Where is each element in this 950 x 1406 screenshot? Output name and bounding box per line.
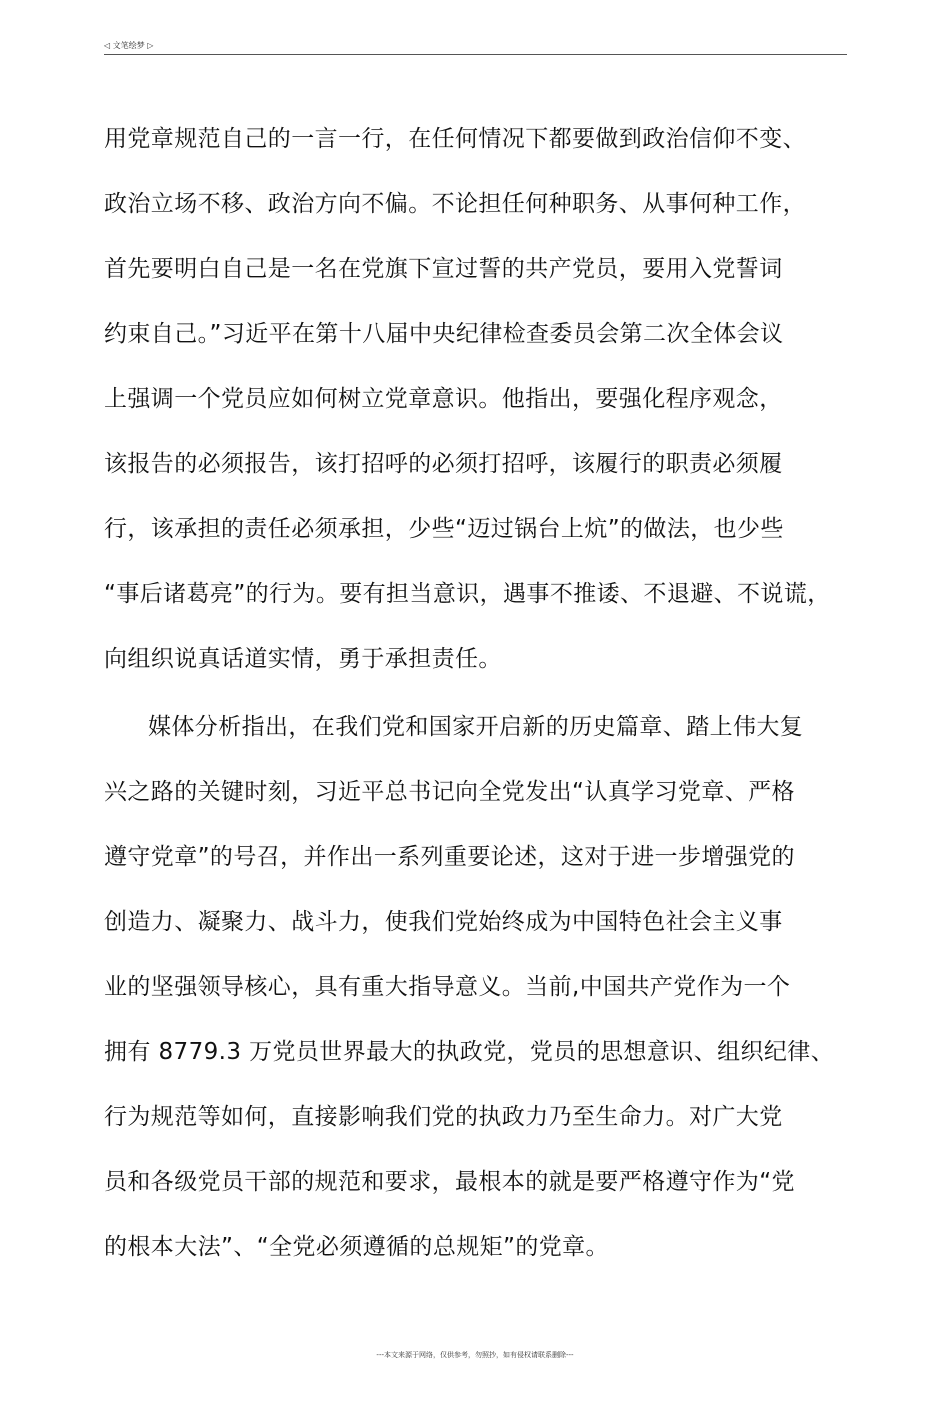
paragraph-line: 上强调一个党员应如何树立党章意识。他指出，要强化程序观念， (104, 386, 783, 412)
paragraph-line: 向组织说真话道实情，勇于承担责任。 (104, 646, 502, 672)
paragraph-line: 媒体分析指出，在我们党和国家开启新的历史篇章、踏上伟大复 (148, 714, 804, 740)
header-text: ◁ 文笔绘梦 ▷ (104, 41, 154, 50)
paragraph-line: 该报告的必须报告，该打招呼的必须打招呼，该履行的职责必须履 (104, 451, 783, 477)
paragraph-line: 行为规范等如何，直接影响我们党的执政力乃至生命力。对广大党 (104, 1104, 783, 1130)
paragraph-line: 首先要明白自己是一名在党旗下宣过誓的共产党员，要用入党誓词 (104, 256, 783, 282)
paragraph-line: 创造力、凝聚力、战斗力，使我们党始终成为中国特色社会主义事 (104, 909, 783, 935)
paragraph-line: 的根本大法”、“全党必须遵循的总规矩”的党章。 (104, 1234, 609, 1260)
paragraph-line: 兴之路的关键时刻，习近平总书记向全党发出“认真学习党章、严格 (104, 779, 795, 805)
paragraph-line: 员和各级党员干部的规范和要求，最根本的就是要严格遵守作为“党 (104, 1169, 795, 1195)
paragraph-line: 政治立场不移、政治方向不偏。不论担任何种职务、从事何种工作， (104, 191, 806, 217)
document-body (104, 107, 874, 1280)
paragraph-line: 业的坚强领导核心，具有重大指导意义。当前,中国共产党作为一个 (104, 974, 791, 1000)
paragraph-line: 行，该承担的责任必须承担，少些“迈过锅台上炕”的做法，也少些 (104, 516, 784, 542)
paragraph-line: 用党章规范自己的一言一行，在任何情况下都要做到政治信仰不变、 (104, 126, 806, 152)
paragraph-line: “事后诸葛亮”的行为。要有担当意识，遇事不推诿、不退避、不说谎， (104, 581, 831, 607)
paragraph-2 (104, 695, 874, 1280)
paragraph-1 (104, 107, 874, 692)
page-header (104, 40, 847, 55)
paragraph-line: 约束自己。”习近平在第十八届中央纪律检查委员会第二次全体会议 (104, 321, 784, 347)
page-footer: ---本文来源于网络，仅供参考，勿照抄，如有侵权请联系删除--- (376, 1351, 574, 1359)
paragraph-line: 拥有 8779.3 万党员世界最大的执政党，党员的思想意识、组织纪律、 (104, 1039, 835, 1065)
paragraph-line: 遵守党章”的号召，并作出一系列重要论述，这对于进一步增强党的 (104, 844, 795, 870)
